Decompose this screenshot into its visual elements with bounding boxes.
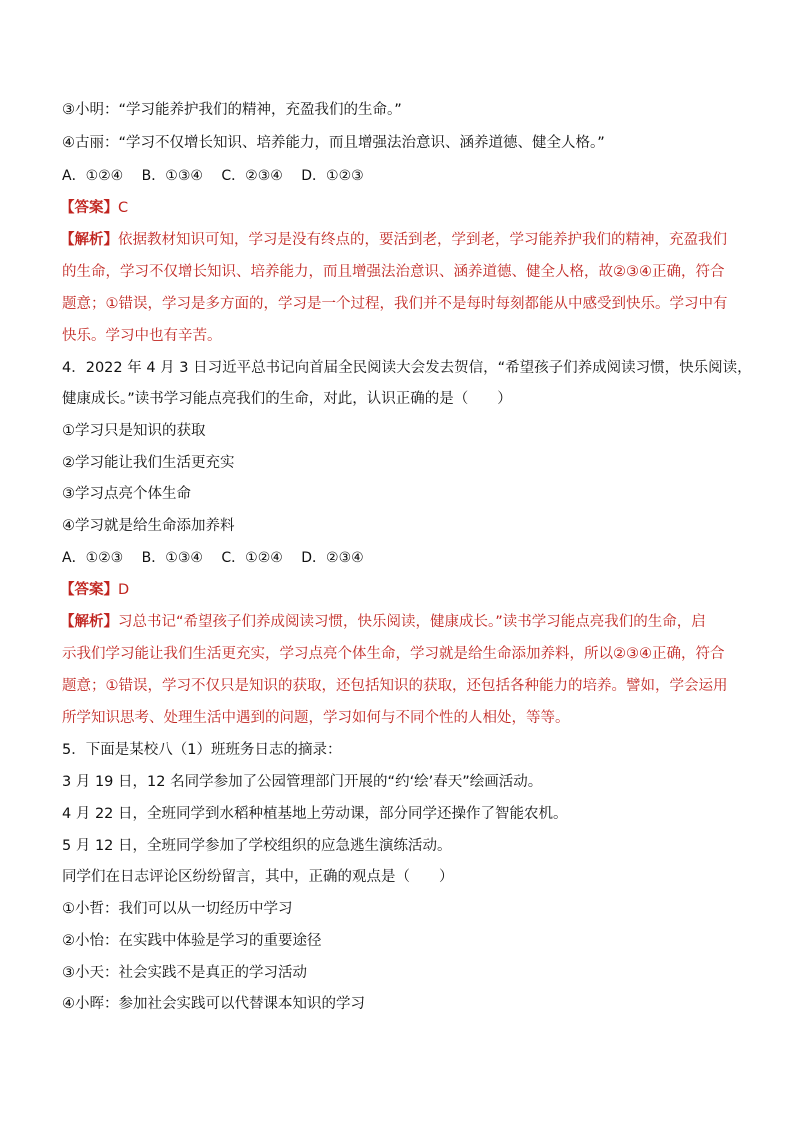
- analysis-text: 依据教材知识可知，学习是没有终点的，要活到老，学到老，学习能养护我们的精神，充盈我们: [118, 232, 727, 248]
- q5-log-3: 5 月 12 日，全班同学参加了学校组织的应急逃生演练活动。: [62, 838, 452, 854]
- q4-option-4: ④学习就是给生命添加养料: [62, 518, 235, 534]
- q5-stem-line-2: 同学们在日志评论区纷纷留言，其中，正确的观点是（ ）: [62, 869, 454, 885]
- q4-choices: A．①②③ B．①③④ C．①②④ D．②③④: [62, 550, 364, 566]
- answer-value: D: [118, 582, 130, 598]
- q3-option-3: ③小明：“学习能养护我们的精神，充盈我们的生命。”: [62, 102, 402, 118]
- q5-option-4: ④小晖：参加社会实践可以代替课本知识的学习: [62, 996, 365, 1012]
- q4-option-3: ③学习点亮个体生命: [62, 486, 191, 502]
- q5-option-2: ②小怡：在实践中体验是学习的重要途径: [62, 933, 322, 949]
- q4-analysis-line-2: 示我们学习能让我们生活更充实，学习点亮个体生命，学习就是给生命添加养料，所以②③④正确，符合: [62, 646, 725, 662]
- q5-option-3: ③小天：社会实践不是真正的学习活动: [62, 965, 307, 981]
- q3-choices: A．①②④ B．①③④ C．②③④ D．①②③: [62, 168, 364, 184]
- q5-log-2: 4 月 22 日，全班同学到水稻种植基地上劳动课，部分同学还操作了智能农机。: [62, 806, 568, 822]
- q4-analysis-line-1: [60, 612, 706, 632]
- q3-analysis-line-1: [60, 230, 727, 250]
- analysis-text: 习总书记“希望孩子们养成阅读习惯，快乐阅读，健康成长。”读书学习能点亮我们的生命，启: [118, 614, 706, 630]
- answer-tag: 【答案】: [60, 582, 118, 598]
- q5-log-1: 3 月 19 日，12 名同学参加了公园管理部门开展的“约‘绘’春天”绘画活动。: [62, 774, 543, 790]
- q3-analysis-line-4: 快乐。学习中也有辛苦。: [62, 328, 222, 344]
- q5-option-1: ①小哲：我们可以从一切经历中学习: [62, 901, 293, 917]
- q3-answer: [60, 198, 128, 218]
- q3-analysis-line-3: 题意；①错误，学习是多方面的，学习是一个过程，我们并不是每时每刻都能从中感受到快乐。学习中有: [62, 296, 728, 312]
- analysis-tag: 【解析】: [60, 614, 118, 630]
- q4-stem-line-2: 健康成长。”读书学习能点亮我们的生命，对此，认识正确的是（ ）: [62, 391, 512, 407]
- q4-option-1: ①学习只是知识的获取: [62, 423, 206, 439]
- q4-stem-line-1: 4．2022 年 4 月 3 日习近平总书记向首届全民阅读大会发去贺信，“希望孩子们养成阅读习惯，快乐阅读，: [62, 360, 752, 376]
- q3-option-4: ④古丽：“学习不仅增长知识、培养能力，而且增强法治意识、涵养道德、健全人格。”: [62, 135, 605, 151]
- analysis-tag: 【解析】: [60, 232, 118, 248]
- answer-value: C: [118, 200, 129, 216]
- q4-answer: [60, 580, 129, 600]
- q4-analysis-line-3: 题意；①错误，学习不仅只是知识的获取，还包括知识的获取，还包括各种能力的培养。譬如，学会运用: [62, 678, 728, 694]
- q4-option-2: ②学习能让我们生活更充实: [62, 455, 235, 471]
- q4-analysis-line-4: 所学知识思考、处理生活中遇到的问题，学习如何与不同个性的人相处，等等。: [62, 710, 570, 726]
- q5-stem-line-1: 5．下面是某校八（1）班班务日志的摘录：: [62, 742, 342, 758]
- q3-analysis-line-2: 的生命，学习不仅增长知识、培养能力，而且增强法治意识、涵养道德、健全人格，故②③④正确，符合: [62, 264, 725, 280]
- answer-tag: 【答案】: [60, 200, 118, 216]
